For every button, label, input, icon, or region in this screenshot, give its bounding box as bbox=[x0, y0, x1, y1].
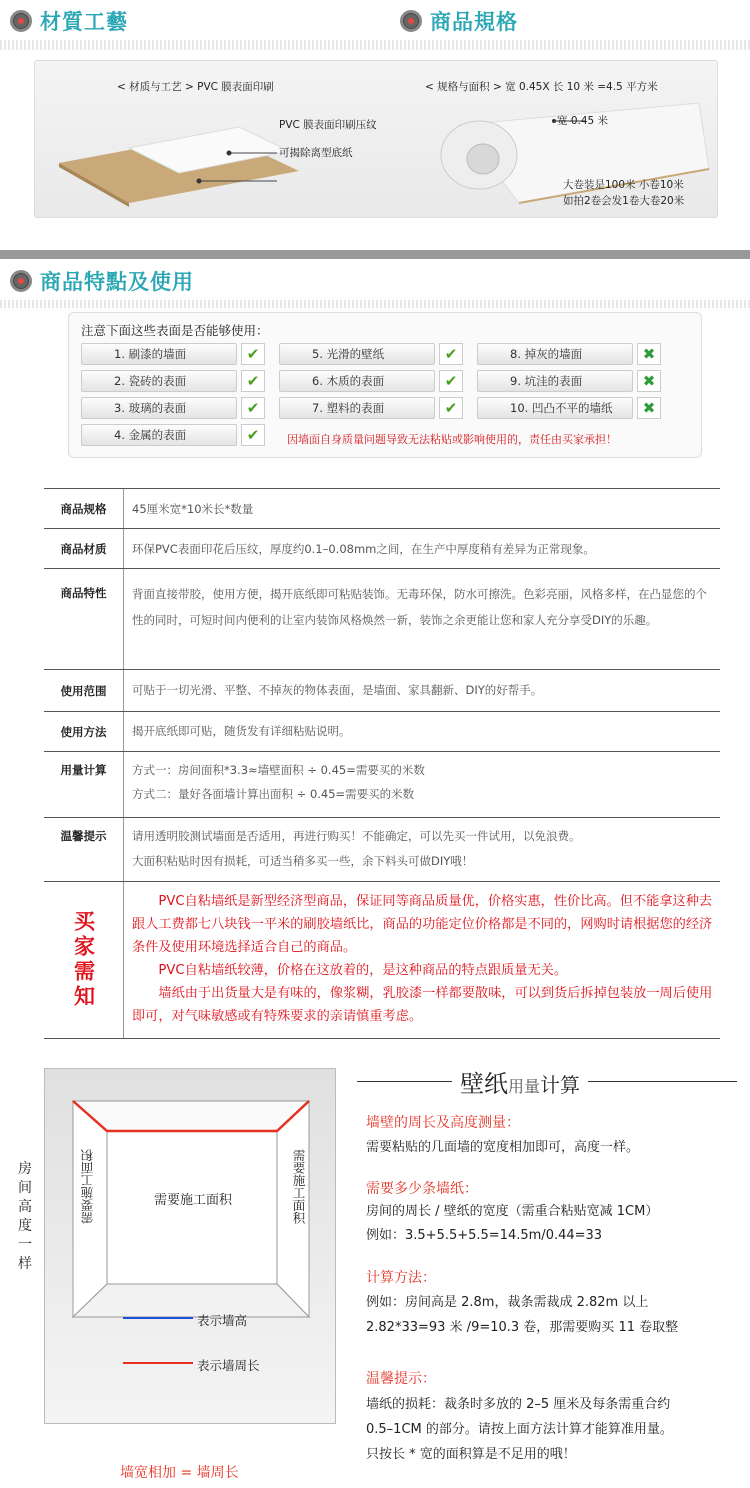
surface-usage-box bbox=[68, 312, 702, 458]
check-icon: ✔ bbox=[439, 343, 463, 365]
legend-wall-perimeter: 表示墙周长 bbox=[197, 1358, 260, 1373]
check-icon: ✔ bbox=[241, 343, 265, 365]
calc-heading-2: 需要多少条墙纸： bbox=[366, 1181, 478, 1197]
surface-item: 7. 塑料的表面 bbox=[279, 397, 435, 419]
room-diagram bbox=[44, 1068, 336, 1424]
calc-text-4b: 0.5–1CM 的部分。请按上面方法计算才能算准用量。 bbox=[366, 1422, 673, 1437]
surface-item: 5. 光滑的壁纸 bbox=[279, 343, 435, 365]
surface-item: 1. 刷漆的墙面 bbox=[81, 343, 237, 365]
surface-item: 2. 瓷砖的表面 bbox=[81, 370, 237, 392]
calc-title: 壁纸用量计算 bbox=[452, 1064, 588, 1099]
surface-item: 9. 坑洼的表面 bbox=[477, 370, 633, 392]
material-label-top: PVC 膜表面印刷压纹 bbox=[279, 119, 377, 131]
calc-text-1: 需要粘贴的几面墙的宽度相加即可，高度一样。 bbox=[366, 1140, 640, 1155]
cross-icon: ✖ bbox=[637, 397, 661, 419]
section-divider bbox=[0, 250, 750, 259]
spec-note-2: 如拍2卷会发1卷大卷20米 bbox=[563, 195, 685, 207]
spec-title: < 规格与面积 > 宽 0.45X 长 10 米 =4.5 平方米 bbox=[425, 81, 658, 93]
material-title: < 材质与工艺 > PVC 膜表面印刷 bbox=[117, 81, 274, 93]
material-spec-banner bbox=[34, 60, 718, 218]
perimeter-formula: 墙宽相加 = 墙周长 bbox=[120, 1465, 239, 1481]
table-row: 商品规格 45厘米宽*10米长*数量 bbox=[44, 488, 720, 528]
check-icon: ✔ bbox=[439, 397, 463, 419]
bullet-icon bbox=[10, 10, 32, 32]
calc-heading-4: 温馨提示： bbox=[366, 1371, 436, 1387]
surface-item: 10. 凹凸不平的墙纸 bbox=[477, 397, 633, 419]
check-icon: ✔ bbox=[241, 424, 265, 446]
right-wall-label: 需要施工面积 bbox=[291, 1149, 306, 1224]
check-icon: ✔ bbox=[241, 397, 265, 419]
dotted-divider bbox=[0, 40, 750, 50]
calc-text-3b: 2.82*33=93 米 /9=10.3 卷，那需要购买 11 卷取整 bbox=[366, 1320, 679, 1335]
surface-item: 3. 玻璃的表面 bbox=[81, 397, 237, 419]
calc-heading-1: 墙壁的周长及高度测量： bbox=[366, 1115, 520, 1131]
room-perspective-illustration bbox=[45, 1069, 337, 1425]
cross-icon: ✖ bbox=[637, 370, 661, 392]
check-icon: ✔ bbox=[241, 370, 265, 392]
table-row: 温馨提示 请用透明胶测试墙面是否适用，再进行购买！不能确定，可以先买一件试用，以免浪费。 大面积粘贴时因有损耗，可适当稍多买一些，余下料头可做DIY哦！ bbox=[44, 817, 720, 881]
spec-note-1: 大卷装是100米 小卷10米 bbox=[563, 179, 684, 191]
table-row: 用量计算 方式一：房间面积*3.3≈墙壁面积 ÷ 0.45=需要买的米数 方式二：量好各面墙计算出面积 ÷ 0.45=需要买的米数 bbox=[44, 751, 720, 817]
calc-text-4c: 只按长 * 宽的面积算是不足用的哦！ bbox=[366, 1447, 576, 1462]
calc-text-2a: 房间的周长 / 壁纸的宽度（需重合粘贴宽减 1CM） bbox=[366, 1204, 659, 1219]
surface-item: 6. 木质的表面 bbox=[279, 370, 435, 392]
dotted-divider bbox=[0, 300, 750, 308]
calc-text-2b: 例如：3.5+5.5+5.5=14.5m/0.44=33 bbox=[366, 1228, 603, 1243]
surface-item: 4. 金属的表面 bbox=[81, 424, 237, 446]
section-features-heading: 商品特點及使用 bbox=[10, 262, 194, 300]
table-row: 商品材质 环保PVC表面印花后压纹，厚度约0.1–0.08mm之间，在生产中厚度稍有差异为正常现象。 bbox=[44, 528, 720, 568]
usage-warning: 因墙面自身质量问题导致无法粘贴或影响使用的，责任由买家承担！ bbox=[287, 433, 617, 446]
left-wall-label: 需要施工面积 bbox=[80, 1149, 95, 1224]
table-row-buyer-notice: 买家需知 PVC自粘墙纸是新型经济型商品，保证同等商品质量优，价格实惠，性价比高。但不能拿这种去跟人工费都七八块钱一平米的刷胶墙纸比，商品的功能定位价格都是不同的，网购时请根据您的经济条件及使用环境选择适合自己的商品。 PVC自粘墙纸较薄，价格在这放着的，是这种商品的特点跟质量无关。 墙纸由于出货量大是有味的，像浆糊，乳胶漆一样都要散味，可以到货后拆掉包装放一周后使用即可，对气味敏感或有特殊要求的亲请慎重考虑。 bbox=[44, 881, 720, 1039]
material-label-bottom: 可揭除离型底纸 bbox=[279, 147, 353, 159]
surface-item: 8. 掉灰的墙面 bbox=[477, 343, 633, 365]
table-row: 使用方法 揭开底纸即可贴，随货发有详细粘贴说明。 bbox=[44, 711, 720, 751]
table-row: 使用范围 可贴于一切光滑、平整、不掉灰的物体表面，是墙面、家具翻新、DIY的好帮手。 bbox=[44, 669, 720, 711]
room-height-label: 房间高度一样 bbox=[18, 1161, 32, 1272]
calc-heading-3: 计算方法： bbox=[366, 1270, 436, 1286]
calc-text-3a: 例如：房间高是 2.8m，裁条需裁成 2.82m 以上 bbox=[366, 1295, 649, 1310]
bullet-icon bbox=[400, 10, 422, 32]
cross-icon: ✖ bbox=[637, 343, 661, 365]
center-wall-label: 需要施工面积 bbox=[153, 1193, 232, 1208]
section-material-heading: 材質工藝 bbox=[10, 2, 128, 40]
spec-width-label: 宽 0.45 米 bbox=[557, 115, 609, 127]
check-icon: ✔ bbox=[439, 370, 463, 392]
table-row: 商品特性 背面直接带胶，使用方便，揭开底纸即可粘贴装饰。无毒环保，防水可擦洗。色彩亮丽，风格多样，在凸显您的个性的同时，可短时间内便利的让室内装饰风格焕然一新，装饰之余更能让您和家人充分享受DIY的乐趣。 bbox=[44, 568, 720, 669]
bullet-icon bbox=[10, 270, 32, 292]
buyer-notice-label: 买家需知 bbox=[71, 910, 96, 1010]
section-spec-heading: 商品規格 bbox=[400, 2, 518, 40]
usage-intro: 注意下面这些表面是否能够使用： bbox=[81, 323, 269, 338]
calc-text-4a: 墙纸的损耗：裁条时多放的 2–5 厘米及每条需重合约 bbox=[366, 1397, 671, 1412]
legend-wall-height: 表示墙高 bbox=[197, 1313, 248, 1328]
